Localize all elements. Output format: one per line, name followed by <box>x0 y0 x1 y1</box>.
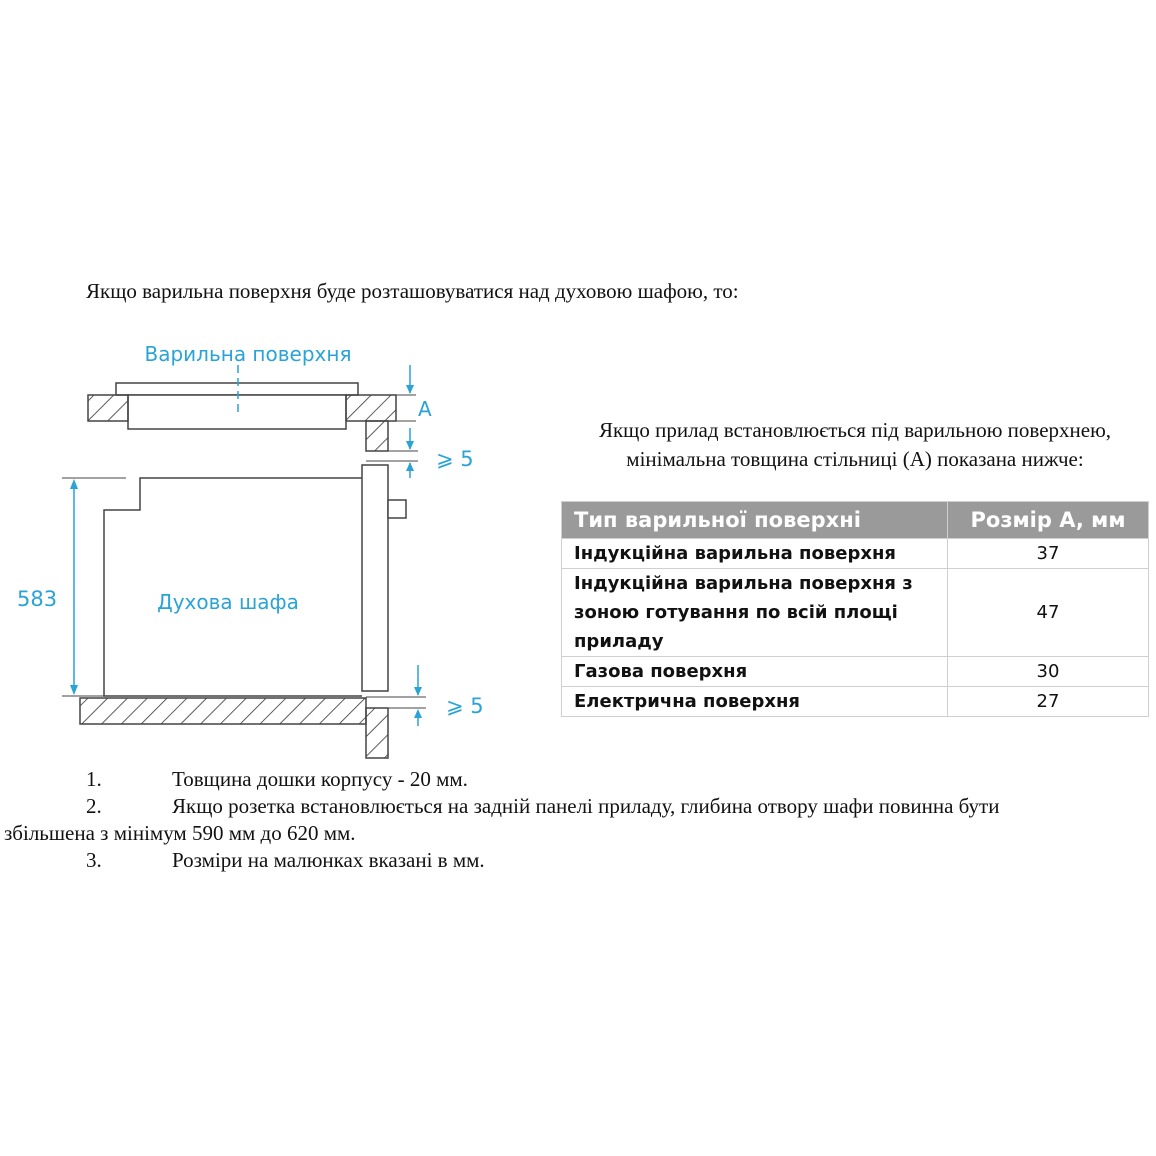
note-text: Якщо розетка встановлюється на задній панелі приладу, глибина отвору шафи повинна бути <box>172 794 1000 818</box>
table-row <box>562 539 1149 569</box>
gap-top-label: ⩾ 5 <box>436 447 474 471</box>
dimension-a: A <box>418 397 432 421</box>
intro-text: Якщо варильна поверхня буде розташовуватися над духовою шафою, то: <box>86 279 739 303</box>
note-number: 3. <box>86 848 102 872</box>
countertop-thickness-table <box>561 501 1149 717</box>
note-number: 1. <box>86 767 102 791</box>
countertop-right <box>346 395 396 421</box>
note-text: Товщина дошки корпусу - 20 мм. <box>172 767 468 791</box>
hob-body <box>128 395 346 429</box>
row-type: Індукційна варильна поверхня з зоною готування по всій площі приладу <box>562 569 948 657</box>
height-dimension: 583 <box>17 587 58 611</box>
countertop-left <box>88 395 128 421</box>
row-size: 47 <box>948 569 1149 657</box>
install-note <box>560 416 1150 474</box>
installation-diagram <box>0 330 560 770</box>
oven-label: Духова шафа <box>157 590 299 614</box>
cabinet-shelf <box>80 698 366 724</box>
row-type: Газова поверхня <box>562 657 948 687</box>
header-type: Тип варильної поверхні <box>562 502 948 539</box>
note-number: 2. <box>86 794 102 818</box>
table-row <box>562 657 1149 687</box>
oven-handle <box>388 500 406 518</box>
row-size: 27 <box>948 687 1149 717</box>
oven-body <box>104 478 362 696</box>
oven-front-panel <box>362 465 388 691</box>
row-size: 30 <box>948 657 1149 687</box>
hob-label: Варильна поверхня <box>144 342 352 366</box>
table-row <box>562 687 1149 717</box>
cabinet-side-bottom <box>366 708 388 758</box>
table-header-row <box>562 502 1149 539</box>
note-text-continuation: збільшена з мінімум 590 мм до 620 мм. <box>4 821 356 845</box>
header-size: Розмір A, мм <box>948 502 1149 539</box>
row-type: Електрична поверхня <box>562 687 948 717</box>
table-row <box>562 569 1149 657</box>
install-note-line-2: мінімальна товщина стільниці (A) показана нижче: <box>626 447 1084 471</box>
row-size: 37 <box>948 539 1149 569</box>
cabinet-side-top <box>366 421 388 451</box>
row-type: Індукційна варильна поверхня <box>562 539 948 569</box>
gap-bottom-label: ⩾ 5 <box>446 694 484 718</box>
hob-plate <box>116 383 358 395</box>
note-text: Розміри на малюнках вказані в мм. <box>172 848 485 872</box>
install-note-line-1: Якщо прилад встановлюється під варильною поверхнею, <box>598 418 1112 442</box>
